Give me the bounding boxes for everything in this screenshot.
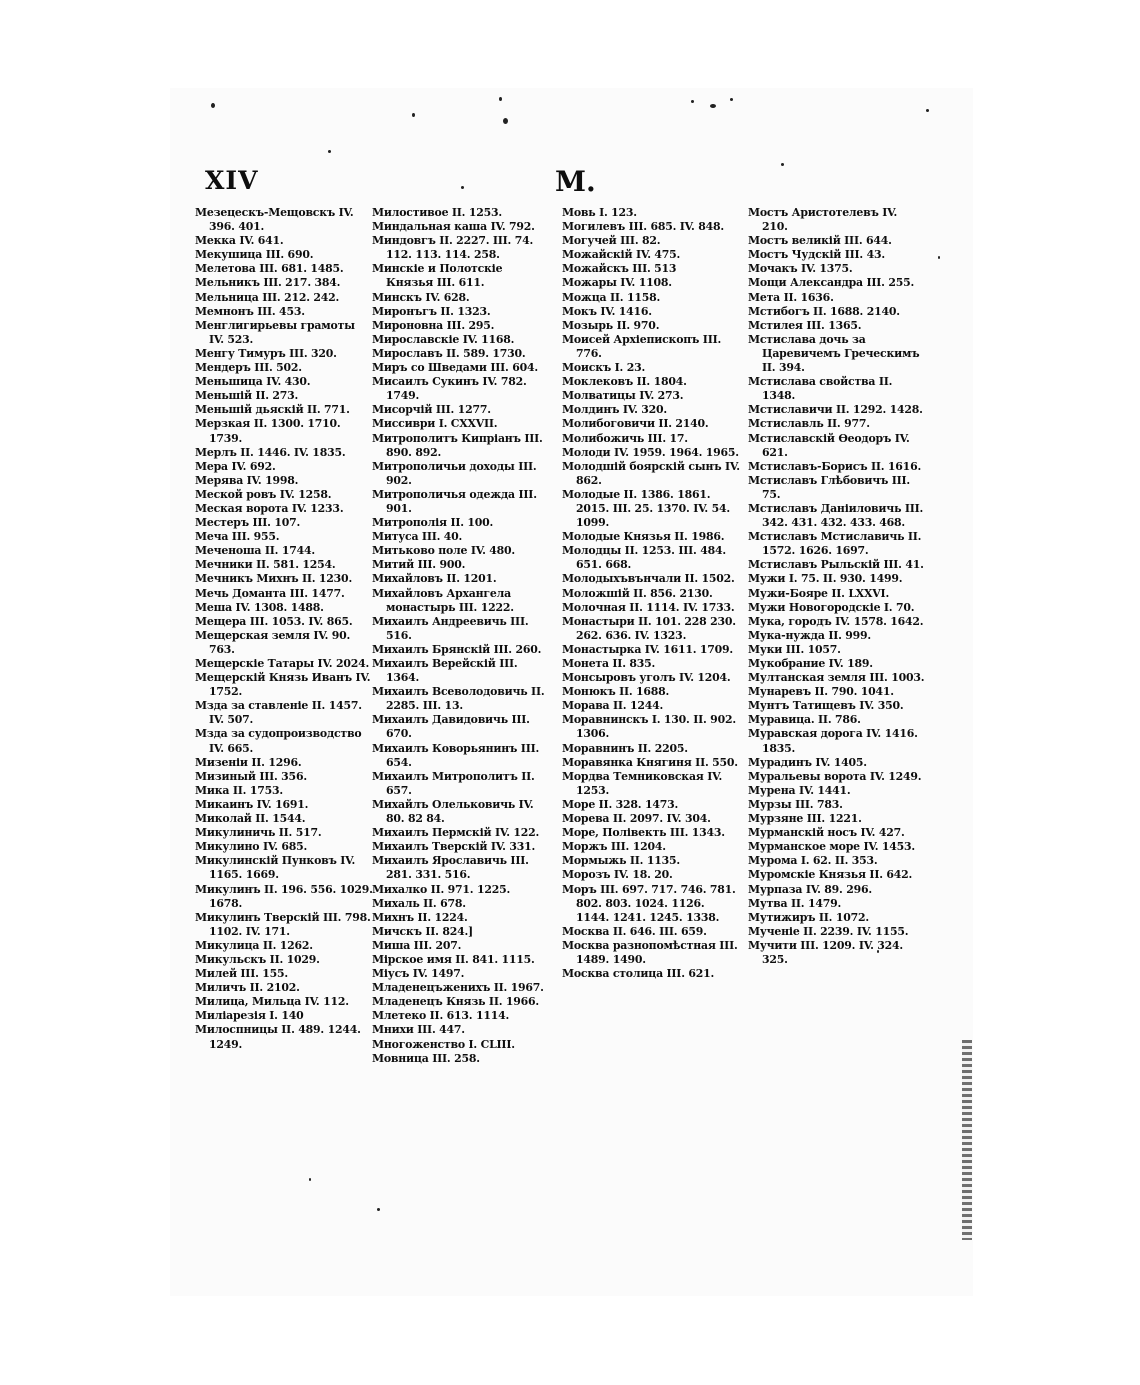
index-entry: Морава II. 1244.: [562, 699, 664, 713]
index-entry: Митий III. 900.: [372, 558, 466, 572]
index-entry: Мука, городъ IV. 1578. 1642.: [748, 614, 924, 628]
index-entry: Моравянка Княгиня II. 550.: [562, 755, 738, 769]
index-entry: Могилевъ III. 685. IV. 848.: [562, 220, 724, 234]
index-entry: Мужи I. 75. II. 930. 1499.: [748, 572, 903, 586]
index-entry: Мокъ IV. 1416.: [562, 304, 652, 318]
index-entry: Мечь Доманта III. 1477.: [195, 586, 345, 600]
index-column-2: [372, 206, 550, 1066]
index-entry: Микульскъ II. 1029.: [195, 952, 320, 966]
index-entry: Михаилъ Всеволодовичь II. 2285. III. 13.: [372, 685, 545, 713]
index-entry: Мстиславичи II. 1292. 1428.: [748, 403, 923, 417]
index-entry: Михаилъ Ярославичь III. 281. 331. 516.: [372, 854, 529, 882]
scan-speck: [730, 98, 733, 101]
index-entry: Миръ со Шведами III. 604.: [372, 361, 538, 375]
index-entry: Муромскіе Князья II. 642.: [748, 868, 913, 882]
index-entry: Михаль II. 678.: [372, 896, 466, 910]
index-entry: Мельница III. 212. 242.: [195, 290, 340, 304]
index-entry: Монюкъ II. 1688.: [562, 685, 670, 699]
index-entry: Мочакъ IV. 1375.: [748, 262, 853, 276]
index-entry: Мерява IV. 1998.: [195, 473, 299, 487]
index-entry: Михаилъ Брянскій III. 260.: [372, 642, 542, 656]
index-entry: Монастыри II. 101. 228 230. 262. 636. IV. 1323.: [562, 614, 736, 642]
index-entry: Мичскъ II. 824.]: [372, 924, 473, 938]
index-entry: Мстибогъ II. 1688. 2140.: [748, 304, 900, 318]
index-entry: Меньшица IV. 430.: [195, 375, 311, 389]
index-entry: Милостивое II. 1253.: [372, 206, 502, 219]
index-entry: Молдинъ IV. 320.: [562, 403, 667, 417]
scan-edge-artifact: [962, 1040, 972, 1240]
index-entry: Мірское имя II. 841. 1115.: [372, 952, 535, 966]
index-entry: Мекушица III. 690.: [195, 248, 314, 262]
index-entry: Мултанская земля III. 1003.: [748, 671, 925, 685]
index-entry: Мещерскій Князь Иванъ IV. 1752.: [195, 671, 371, 699]
index-column-3: [562, 206, 740, 981]
index-entry: Меньшій II. 273.: [195, 389, 299, 403]
index-entry: Муравская дорога IV. 1416. 1835.: [748, 727, 918, 755]
index-entry: Молибожичь III. 17.: [562, 431, 688, 445]
index-entry: Мстиславъ Мстиславичь II. 1572. 1626. 1697.: [748, 530, 922, 558]
index-entry: Мстиславъ-Борисъ II. 1616.: [748, 459, 922, 473]
index-entry: Морева II. 2097. IV. 304.: [562, 812, 711, 826]
index-entry: Мурадинъ IV. 1405.: [748, 755, 867, 769]
index-entry: Михаилъ Пермскій IV. 122.: [372, 826, 540, 840]
index-entry: Море, Полівекть III. 1343.: [562, 826, 725, 840]
index-entry: Молватицы IV. 273.: [562, 389, 684, 403]
index-entry: Мормыжь II. 1135.: [562, 854, 680, 868]
index-entry: Можайскій IV. 475.: [562, 248, 681, 262]
index-entry: Мучити III. 1209. IV. 324. 325.: [748, 938, 903, 966]
index-entry: Мемнонъ III. 453.: [195, 304, 305, 318]
scan-speck: [461, 186, 464, 189]
index-entry: Микулинскій Пунковъ IV. 1165. 1669.: [195, 854, 356, 882]
index-entry: Мерзкая II. 1300. 1710. 1739.: [195, 417, 341, 445]
index-entry: Моръ III. 697. 717. 746. 781. 802. 803. 1024. 1126. 1144. 1241. 1245. 1338.: [562, 882, 736, 924]
index-entry: Миколай II. 1544.: [195, 812, 306, 826]
index-entry: Микулинъ II. 196. 556. 1029. 1678.: [195, 882, 373, 910]
index-entry: Михаилъ Давидовичь III. 670.: [372, 713, 530, 741]
index-entry: Мнихи III. 447.: [372, 1023, 465, 1037]
index-entry: Мурзы III. 783.: [748, 797, 843, 811]
index-column-4: [748, 206, 926, 967]
index-entry: Мерлъ II. 1446. IV. 1835.: [195, 445, 346, 459]
index-entry: Молодыхъвънчали II. 1502.: [562, 572, 735, 586]
index-entry: Молодые II. 1386. 1861. 2015. III. 25. 1370. IV. 54. 1099.: [562, 487, 730, 530]
index-entry: Михайловъ II. 1201.: [372, 572, 497, 586]
scan-speck: [503, 118, 508, 124]
index-entry: Мечники II. 581. 1254.: [195, 558, 336, 572]
index-entry: Молибоговичи II. 2140.: [562, 417, 709, 431]
index-entry: Митуса III. 40.: [372, 530, 463, 544]
scan-speck: [211, 103, 215, 108]
index-entry: Мордва Темниковская IV. 1253.: [562, 769, 723, 797]
scan-speck: [377, 1208, 380, 1211]
scan-speck: [499, 97, 502, 101]
index-entry: Монета II. 835.: [562, 657, 656, 670]
index-entry: Мелетова III. 681. 1485.: [195, 262, 344, 276]
index-entry: Мурманскій носъ IV. 427.: [748, 826, 905, 840]
index-entry: Миліарезія I. 140: [195, 1009, 304, 1023]
index-entry: Миссиври I. CXXVII.: [372, 417, 498, 431]
page-number: XIV: [205, 166, 259, 195]
index-entry: Моложшій II. 856. 2130.: [562, 586, 713, 600]
index-entry: Мзда за ставленіе II. 1457. IV. 507.: [195, 699, 362, 727]
index-entry: Монсыровъ уголъ IV. 1204.: [562, 671, 731, 685]
index-entry: Можца II. 1158.: [562, 290, 661, 304]
index-entry: Младенецъ Князь II. 1966.: [372, 995, 540, 1009]
index-entry: Митьково поле IV. 480.: [372, 544, 516, 558]
index-entry: Мизиный III. 356.: [195, 769, 307, 783]
index-entry: Меча III. 955.: [195, 530, 280, 544]
index-entry: Михаилъ Коворьянинъ III. 654.: [372, 741, 540, 769]
index-entry: Митрополичья одежда III. 901.: [372, 487, 537, 515]
index-entry: Меченоша II. 1744.: [195, 544, 315, 558]
index-entry: Минскіе и Полотскіе Князья III. 611.: [372, 262, 503, 290]
scan-speck: [309, 1178, 311, 1181]
scan-speck: [926, 109, 929, 112]
index-entry: Мурена IV. 1441.: [748, 783, 851, 797]
index-entry: Молодые Князья II. 1986.: [562, 530, 725, 544]
index-entry: Молоди IV. 1959. 1964. 1965.: [562, 445, 739, 459]
index-entry: Михайловъ Архангела монастырь III. 1222.: [372, 586, 514, 614]
index-entry: Мстиславъ Даніиловичь III. 342. 431. 432. 433. 468.: [748, 501, 924, 530]
index-entry: Меской ровъ IV. 1258.: [195, 487, 332, 501]
index-entry: Мещерскіе Татары IV. 2024.: [195, 657, 370, 670]
index-entry: Местеръ III. 107.: [195, 516, 301, 530]
index-entry: Мисорчій III. 1277.: [372, 403, 491, 417]
index-entry: Микулино IV. 685.: [195, 840, 308, 854]
index-entry: Мурзяне III. 1221.: [748, 812, 862, 826]
index-entry: Миронъгъ II. 1323.: [372, 304, 491, 318]
index-entry: Михалко II. 971. 1225.: [372, 882, 511, 896]
index-entry: Михаилъ Верейскій III. 1364.: [372, 657, 518, 685]
index-entry: Мисаилъ Сукинъ IV. 782. 1749.: [372, 375, 527, 403]
index-entry: Мостъ Чудскій III. 43.: [748, 248, 885, 262]
index-entry: Мечникъ Михнъ II. 1230.: [195, 572, 353, 586]
index-entry: Мстиславъ Глѣбовичъ III. 75.: [748, 473, 911, 501]
index-entry: Митрополія II. 100.: [372, 516, 494, 530]
index-entry: Мстиславъ Рыльскій III. 41.: [748, 558, 924, 572]
index-entry: Мирославскіе IV. 1168.: [372, 332, 515, 346]
index-entry: Михаилъ Тверскій IV. 331.: [372, 840, 536, 854]
index-entry: Митрополитъ Кипріанъ III. 890. 892.: [372, 431, 543, 459]
scan-speck: [781, 163, 784, 166]
index-entry: Мзда за судопроизводство IV. 665.: [195, 727, 362, 755]
index-entry: Морозъ IV. 18. 20.: [562, 868, 673, 882]
index-entry: Мовница III. 258.: [372, 1051, 480, 1065]
index-entry: Мужи-Бояре II. LXXVI.: [748, 586, 890, 600]
scan-speck: [938, 256, 940, 259]
index-entry: Муравица. II. 786.: [748, 713, 861, 727]
index-entry: Муки III. 1057.: [748, 642, 841, 656]
index-entry: Можайскъ III. 513: [562, 262, 677, 276]
index-entry: Мета II. 1636.: [748, 290, 834, 304]
index-entry: Мурманское море IV. 1453.: [748, 840, 915, 854]
index-entry: Мостъ великій III. 644.: [748, 234, 892, 248]
index-entry: Мужи Новогородскіе I. 70.: [748, 600, 915, 614]
index-column-1: [195, 206, 373, 1052]
index-entry: Мендеръ III. 502.: [195, 361, 302, 375]
index-entry: Мирославъ II. 589. 1730.: [372, 346, 526, 360]
section-letter: M.: [555, 165, 596, 198]
scan-speck: [710, 104, 716, 108]
index-entry: Мученіе II. 2239. IV. 1155.: [748, 924, 909, 938]
scan-speck: [328, 150, 331, 153]
index-entry: Мозырь II. 970.: [562, 318, 660, 332]
index-entry: Мунаревъ II. 790. 1041.: [748, 685, 894, 699]
index-entry: Мезецескъ-Мещовскъ IV. 396. 401.: [195, 206, 354, 234]
index-entry: Мукобрание IV. 189.: [748, 657, 873, 670]
index-entry: Мироновна III. 295.: [372, 318, 495, 332]
index-entry: Монастырка IV. 1611. 1709.: [562, 642, 733, 656]
index-entry: Миндовгъ II. 2227. III. 74. 112. 113. 114. 258.: [372, 234, 534, 262]
index-entry: Михайлъ Олельковичь IV. 80. 82 84.: [372, 797, 534, 826]
index-entry: Мстилея III. 1365.: [748, 318, 862, 332]
index-entry: Моклековъ II. 1804.: [562, 375, 687, 389]
index-entry: Меша IV. 1308. 1488.: [195, 600, 324, 614]
index-entry: Москва столица III. 621.: [562, 967, 715, 981]
index-entry: Море II. 328. 1473.: [562, 797, 679, 811]
index-entry: Муральевы ворота IV. 1249.: [748, 769, 922, 783]
index-entry: Миндальная каша IV. 792.: [372, 220, 535, 234]
index-entry: Милица, Мильца IV. 112.: [195, 995, 349, 1009]
index-entry: Могучей III. 82.: [562, 234, 661, 248]
index-entry: Минскъ IV. 628.: [372, 290, 470, 304]
index-entry: Мизеніи II. 1296.: [195, 755, 302, 769]
index-entry: Мещера III. 1053. IV. 865.: [195, 614, 353, 628]
index-entry: Мука-нужда II. 999.: [748, 628, 872, 642]
index-entry: Милей III. 155.: [195, 967, 289, 981]
index-entry: Микулица II. 1262.: [195, 938, 313, 952]
index-entry: Менглигирьевы грамоты IV. 523.: [195, 318, 355, 346]
scan-speck: [691, 100, 694, 103]
index-entry: Молодцы II. 1253. III. 484. 651. 668.: [562, 544, 726, 572]
index-entry: Моравнинъ II. 2205.: [562, 741, 688, 755]
index-entry: Москва разнопомѣстная III. 1489. 1490.: [562, 938, 738, 966]
index-entry: Мстиславскій Ѳеодоръ IV. 621.: [748, 431, 910, 459]
scan-speck: [412, 113, 415, 117]
index-entry: Мостъ Аристотелевъ IV. 210.: [748, 206, 898, 234]
index-entry: Младенецъженихъ II. 1967.: [372, 981, 544, 995]
index-entry: Моискъ I. 23.: [562, 361, 646, 375]
index-entry: Моржъ III. 1204.: [562, 840, 666, 854]
index-entry: Млетеко II. 613. 1114.: [372, 1009, 510, 1023]
index-entry: Мурома I. 62. II. 353.: [748, 854, 878, 868]
index-entry: Мстислава дочь за Царевичемъ Греческимъ II. 394.: [748, 332, 920, 375]
index-entry: Меская ворота IV. 1233.: [195, 501, 344, 515]
index-entry: Михнъ II. 1224.: [372, 910, 468, 924]
index-entry: Миша III. 207.: [372, 938, 462, 952]
index-entry: Милоспницы II. 489. 1244. 1249.: [195, 1023, 361, 1051]
index-entry: Мунтъ Татищевъ IV. 350.: [748, 699, 904, 713]
index-entry: Мера IV. 692.: [195, 459, 276, 473]
index-entry: Можары IV. 1108.: [562, 276, 672, 290]
index-entry: Мещерская земля IV. 90. 763.: [195, 628, 351, 656]
index-entry: Москва II. 646. III. 659.: [562, 924, 707, 938]
index-entry: Мовь I. 123.: [562, 206, 637, 219]
index-entry: Меньшій дьяскій II. 771.: [195, 403, 350, 417]
index-entry: Мельникъ III. 217. 384.: [195, 276, 341, 290]
index-entry: Михаилъ Митрополитъ II. 657.: [372, 769, 535, 797]
index-entry: Молодшій боярскій сынъ IV. 862.: [562, 459, 740, 487]
index-entry: Микулиничь II. 517.: [195, 826, 322, 840]
index-entry: Митрополичьи доходы III. 902.: [372, 459, 537, 487]
index-entry: Мутва II. 1479.: [748, 896, 842, 910]
index-entry: Мстислава свойства II. 1348.: [748, 375, 893, 403]
index-entry: Молочная II. 1114. IV. 1733.: [562, 600, 735, 614]
index-entry: Мутижиръ II. 1072.: [748, 910, 869, 924]
index-entry: Мекка IV. 641.: [195, 234, 284, 248]
index-entry: Мика II. 1753.: [195, 783, 283, 797]
index-entry: Мстиславль II. 977.: [748, 417, 870, 431]
index-entry: Мурпаза IV. 89. 296.: [748, 882, 872, 896]
index-entry: Многоженство I. CLIII.: [372, 1037, 515, 1051]
index-entry: Мощи Александра III. 255.: [748, 276, 915, 290]
index-entry: Моравнинскъ I. 130. II. 902. 1306.: [562, 713, 736, 741]
index-entry: Микулинъ Тверскій III. 798. 1102. IV. 171.: [195, 910, 371, 938]
index-entry: Микаинъ IV. 1691.: [195, 797, 309, 811]
index-entry: Менгу Тимуръ III. 320.: [195, 346, 337, 360]
index-entry: Міусъ IV. 1497.: [372, 967, 465, 981]
index-entry: Михаилъ Андреевичь III. 516.: [372, 614, 529, 642]
index-entry: Миличъ II. 2102.: [195, 981, 300, 995]
index-entry: Моисей Архіепископъ III. 776.: [562, 332, 722, 360]
